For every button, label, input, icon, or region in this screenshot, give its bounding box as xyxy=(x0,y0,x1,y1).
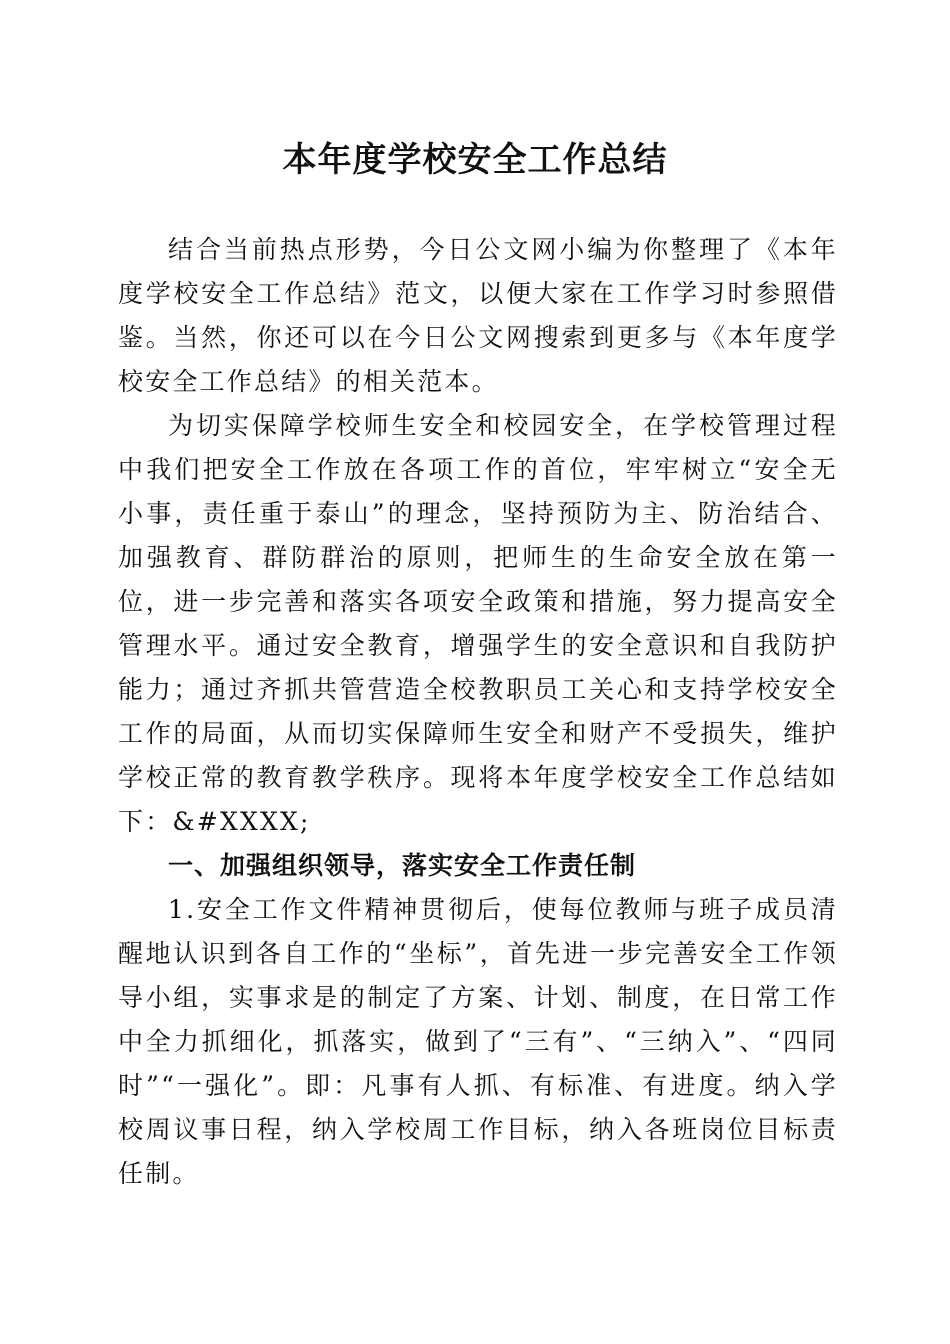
section-paragraph: 1.安全工作文件精神贯彻后，使每位教师与班子成员清醒地认识到各自工作的“坐标”，首先进一步完善安全工作领导小组，实事求是的制定了方案、计划、制度，在日常工作中全力抓细化，抓落实，做到了“三有”、“三纳入”、“四同时”“一强化”。即：凡事有人抓、有标准、有进度。纳入学校周议事日程，纳入学校周工作目标，纳入各班岗位目标责任制。 xyxy=(118,895,838,1188)
intro-paragraph: 结合当前热点形势，今日公文网小编为你整理了《本年度学校安全工作总结》范文，以便大家在工作学习时参照借鉴。当然，你还可以在今日公文网搜索到更多与《本年度学校安全工作总结》的相关范本。 xyxy=(118,235,838,396)
overview-paragraph: 为切实保障学校师生安全和校园安全，在学校管理过程中我们把安全工作放在各项工作的首位，牢牢树立“安全无小事，责任重于泰山”的理念，坚持预防为主、防治结合、加强教育、群防群治的原则，把师生的生命安全放在第一位，进一步完善和落实各项安全政策和措施，努力提高安全管理水平。通过安全教育，增强学生的安全意识和自我防护能力；通过齐抓共管营造全校教职员工关心和支持学校安全工作的局面，从而切实保障师生安全和财产不受损失，维护学校正常的教育教学秩序。现将本年度学校安全工作总结如下：&#XXXX; xyxy=(118,411,838,836)
document-title: 本年度学校安全工作总结 xyxy=(282,140,668,180)
document-body xyxy=(118,228,838,1196)
section-heading: 一、加强组织领导，落实安全工作责任制 xyxy=(168,851,637,880)
